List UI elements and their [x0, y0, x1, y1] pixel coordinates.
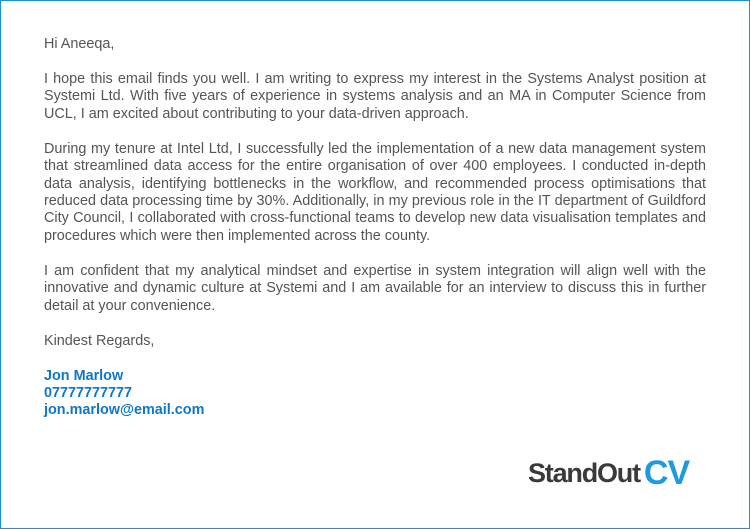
greeting: Hi Aneeqa,	[44, 36, 115, 52]
signature-phone: 07777777777	[44, 384, 133, 401]
signature-email: jon.marlow@email.com	[44, 402, 205, 419]
email-letter	[44, 36, 706, 419]
logo-word-cv: CV	[643, 454, 690, 492]
standout-cv-logo	[528, 450, 689, 490]
paragraph-closing: I am confident that my analytical mindset and expertise in system integration will align well with the innovative and dynamic culture at Systemi and I am available for an interview to discuss this in further detail at your convenience.	[44, 262, 706, 314]
signature-block	[44, 368, 706, 420]
signoff: Kindest Regards,	[44, 332, 155, 349]
signature-name: Jon Marlow	[44, 367, 124, 384]
paragraph-experience: During my tenure at Intel Ltd, I successfully led the implementation of a new data management system that streamlined data access for the entire organisation of over 400 employees. I conducted in-depth data analysis, identifying bottlenecks in the workflow, and recommended process optimisations that reduced data processing time by 30%. Additionally, in my previous role in the IT department of Guildford City Council, I collaborated with cross-functional teams to develop new data visualisation templates and procedures which were then implemented across the county.	[44, 140, 706, 244]
paragraph-intro: I hope this email finds you well. I am writing to express my interest in the Systems Analyst position at Systemi Ltd. With five years of experience in systems analysis and an MA in Computer Science from UCL, I am excited about contributing to your data-driven approach.	[44, 71, 706, 122]
logo-word-standout: StandOut	[528, 458, 640, 488]
